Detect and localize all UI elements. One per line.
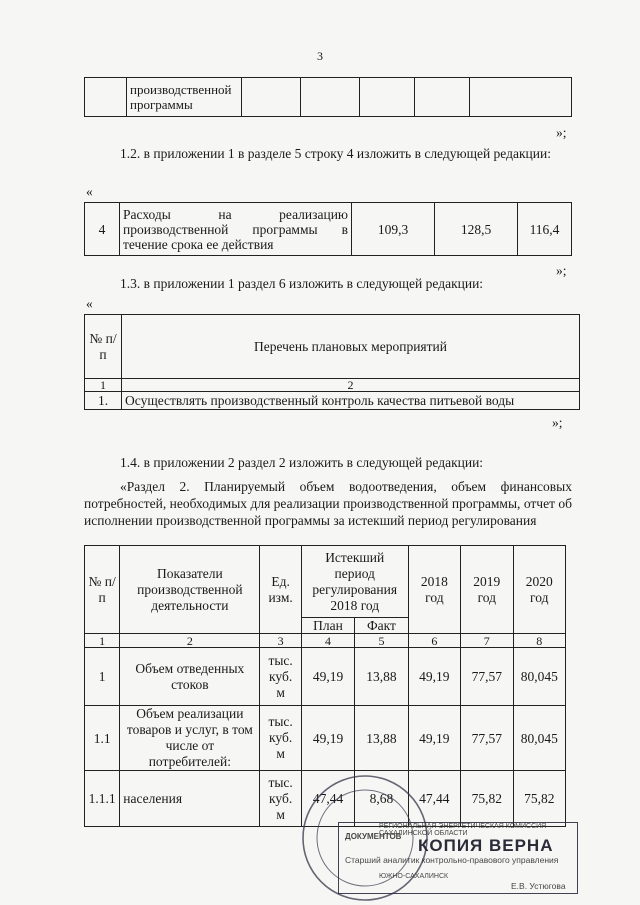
- paragraph-1-2: 1.2. в приложении 1 в разделе 5 строку 4 изложить в следующей редакции:: [120, 146, 551, 161]
- col-index: 2: [120, 634, 260, 648]
- value-2020: 75,82: [513, 771, 566, 827]
- col-index: 5: [355, 634, 408, 648]
- page-number: 3: [317, 49, 323, 63]
- value-fact: 8,68: [355, 771, 408, 827]
- stamp-city: ЮЖНО-САХАЛИНСК: [379, 873, 449, 880]
- close-quote: »;: [552, 415, 563, 430]
- table-cell: производственной программы: [127, 78, 242, 117]
- row-number: 1: [85, 648, 120, 706]
- stamp-title: КОПИЯ ВЕРНА: [418, 836, 554, 855]
- value-2019: 77,57: [461, 706, 513, 771]
- row-number: 1.1.1: [85, 771, 120, 827]
- stamp-line: ДОКУМЕНТОВ: [345, 832, 402, 841]
- row-number: 1.: [85, 392, 122, 410]
- col-index: 8: [513, 634, 566, 648]
- header-title: Перечень плановых мероприятий: [122, 315, 580, 379]
- value-2019: 75,82: [461, 771, 513, 827]
- col-index: 7: [461, 634, 513, 648]
- value-plan: 49,19: [301, 706, 354, 771]
- header-2020: 2020 год: [513, 546, 566, 634]
- value-2020: 80,045: [513, 706, 566, 771]
- row-text: Осуществлять производственный контроль качества питьевой воды: [122, 392, 580, 410]
- header-plan: План: [301, 618, 354, 634]
- col-index: 1: [85, 634, 120, 648]
- row-name: населения: [120, 771, 260, 827]
- certification-stamp: [338, 822, 578, 894]
- header-num: № п/п: [85, 546, 120, 634]
- table-measures: [84, 314, 580, 410]
- row-name: Объем отведенных стоков: [120, 648, 260, 706]
- row-unit: тыс. куб. м: [260, 706, 301, 771]
- value-plan: 49,19: [301, 648, 354, 706]
- close-quote: »;: [556, 263, 567, 278]
- value-2019: 77,57: [461, 648, 513, 706]
- col-index: 4: [301, 634, 354, 648]
- value-plan: 47,44: [301, 771, 354, 827]
- header-num: № п/п: [85, 315, 122, 379]
- stamp-position: Старший аналитик контрольно-правового управления: [345, 855, 559, 865]
- paragraph-1-3: 1.3. в приложении 1 раздел 6 изложить в следующей редакции:: [120, 276, 484, 291]
- value-cell: 109,3: [352, 203, 435, 256]
- table-row: [85, 648, 566, 706]
- value-2018: 49,19: [408, 706, 460, 771]
- value-2020: 80,045: [513, 648, 566, 706]
- stamp-signer: Е.В. Устюгова: [511, 881, 566, 891]
- row-unit: тыс. куб. м: [260, 771, 301, 827]
- header-indicator: Показатели производственной деятельности: [120, 546, 260, 634]
- row-name: Объем реализации товаров и услуг, в том числе от потребителей:: [120, 706, 260, 771]
- col-index: 2: [122, 379, 580, 392]
- paragraph-1-4: 1.4. в приложении 2 раздел 2 изложить в следующей редакции:: [120, 455, 484, 470]
- table-row-4: [84, 202, 572, 256]
- open-quote: «: [86, 296, 93, 311]
- value-fact: 13,88: [355, 648, 408, 706]
- open-quote: «: [86, 184, 93, 199]
- col-index: 1: [85, 379, 122, 392]
- value-2018: 47,44: [408, 771, 460, 827]
- value-cell: 128,5: [435, 203, 518, 256]
- close-quote: »;: [556, 125, 567, 140]
- row-text: Расходы на реализацию производственной программы в течение срока ее действия: [120, 203, 352, 256]
- row-unit: тыс. куб. м: [260, 648, 301, 706]
- header-unit: Ед. изм.: [260, 546, 301, 634]
- header-2019: 2019 год: [461, 546, 513, 634]
- stamp-org: РЕГИОНАЛЬНАЯ ЭНЕРГЕТИЧЕСКАЯ КОМИССИЯ САХАЛИНСКОЙ ОБЛАСТИ: [379, 823, 547, 837]
- header-2018: 2018 год: [408, 546, 460, 634]
- value-cell: 116,4: [518, 203, 572, 256]
- paragraph-section-2: «Раздел 2. Планируемый объем водоотведения, объем финансовых потребностей, необходимых для реализации производственной программы, отчет об исполнении производственной программы за истекший период регулирования: [84, 479, 572, 528]
- value-2018: 49,19: [408, 648, 460, 706]
- row-number: 4: [85, 203, 120, 256]
- header-fact: Факт: [355, 618, 408, 634]
- table-fragment: [84, 77, 572, 117]
- row-number: 1.1: [85, 706, 120, 771]
- col-index: 6: [408, 634, 460, 648]
- value-fact: 13,88: [355, 706, 408, 771]
- col-index: 3: [260, 634, 301, 648]
- header-period: Истекший период регулирования 2018 год: [301, 546, 408, 618]
